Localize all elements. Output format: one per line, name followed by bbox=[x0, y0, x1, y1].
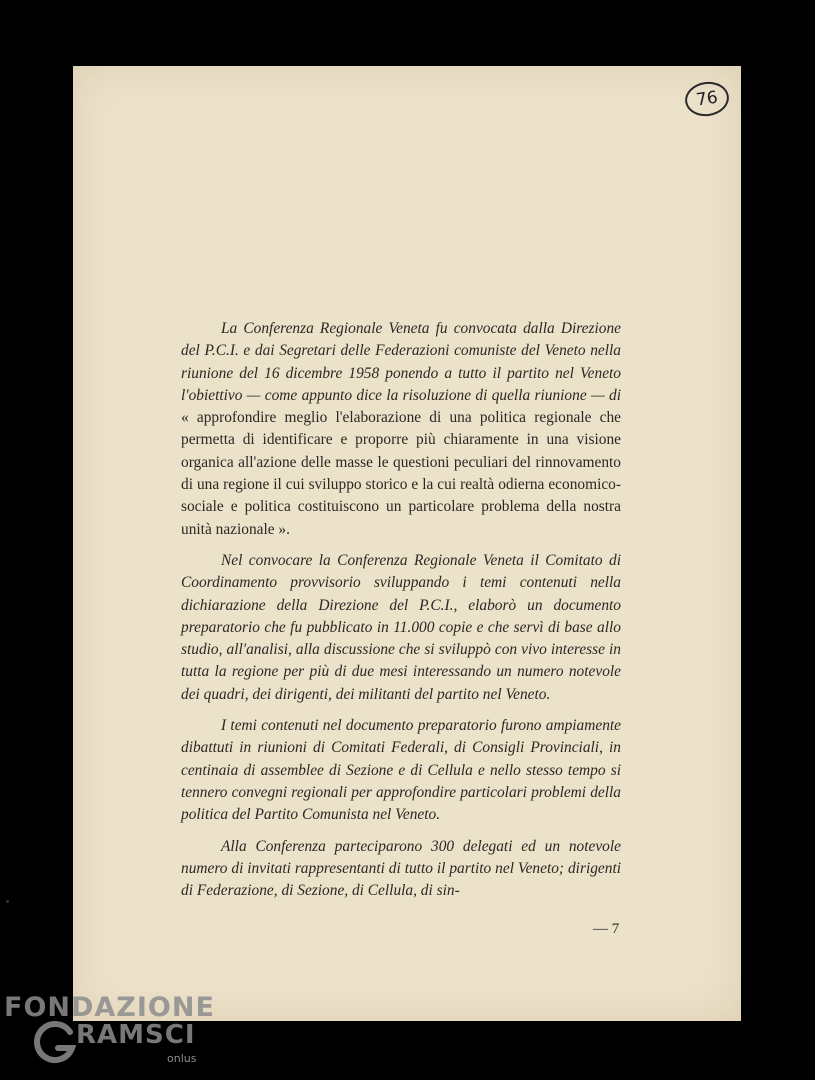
paragraph-3: I temi contenuti nel documento preparatorio furono ampiamente dibattuti in riunioni di Comitati Federali, di Consigli Provinciali, in centinaia di assemblee di Sezione e di Cellula e nello stesso tempo si tennero convegni regionali per approfondire particolari problemi della politica del Partito Comunista nel Veneto. bbox=[181, 717, 621, 824]
paragraph-1 bbox=[181, 318, 621, 541]
watermark-line1: FONDAZIONE bbox=[4, 992, 215, 1023]
dust-speck bbox=[6, 900, 9, 903]
watermark-g-logo bbox=[32, 1018, 78, 1064]
watermark-onlus: onlus bbox=[167, 1052, 197, 1065]
document-page bbox=[73, 66, 741, 1021]
paragraph-1-italic: La Conferenza Regionale Veneta fu convocata dalla Direzione del P.C.I. e dai Segretari delle Federazioni comuniste del Veneto nella riunione del 16 dicembre 1958 ponendo a tutto il partito nel Veneto l'obiettivo — come appunto dice la risoluzione di quella riunione — di bbox=[181, 320, 621, 404]
paragraph-4: Alla Conferenza parteciparono 300 delegati ed un notevole numero di invitati rappresentanti di tutto il partito nel Veneto; dirigenti di Federazione, di Sezione, di Cellula, di sin- bbox=[181, 837, 621, 900]
paragraph-1-quote: « approfondire meglio l'elaborazione di una politica regionale che permetta di identificare e proporre più chiaramente in una visione organica all'azione delle masse le questioni peculiari del rinnovamento di una regione il cui sviluppo storico e la cui realtà odierna economico-sociale e politica costituiscono un particolare problema della nostra unità nazionale ». bbox=[181, 409, 621, 538]
page-number: — 7 bbox=[593, 921, 620, 937]
watermark-line2: RAMSCI bbox=[76, 1020, 196, 1050]
archive-number-stamp: 76 bbox=[683, 79, 731, 119]
paragraph-2: Nel convocare la Conferenza Regionale Veneta il Comitato di Coordinamento provvisorio sviluppando i temi contenuti nella dichiarazione della Direzione del P.C.I., elaborò un documento preparatorio che fu pubblicato in 11.000 copie e che servì di base allo studio, all'analisi, alla discussione che si sviluppò con vivo interesse in tutta la regione per più di due mesi interessando un numero notevole dei quadri, dei dirigenti, dei militanti del partito nel Veneto. bbox=[181, 551, 621, 703]
body-text bbox=[181, 318, 621, 911]
